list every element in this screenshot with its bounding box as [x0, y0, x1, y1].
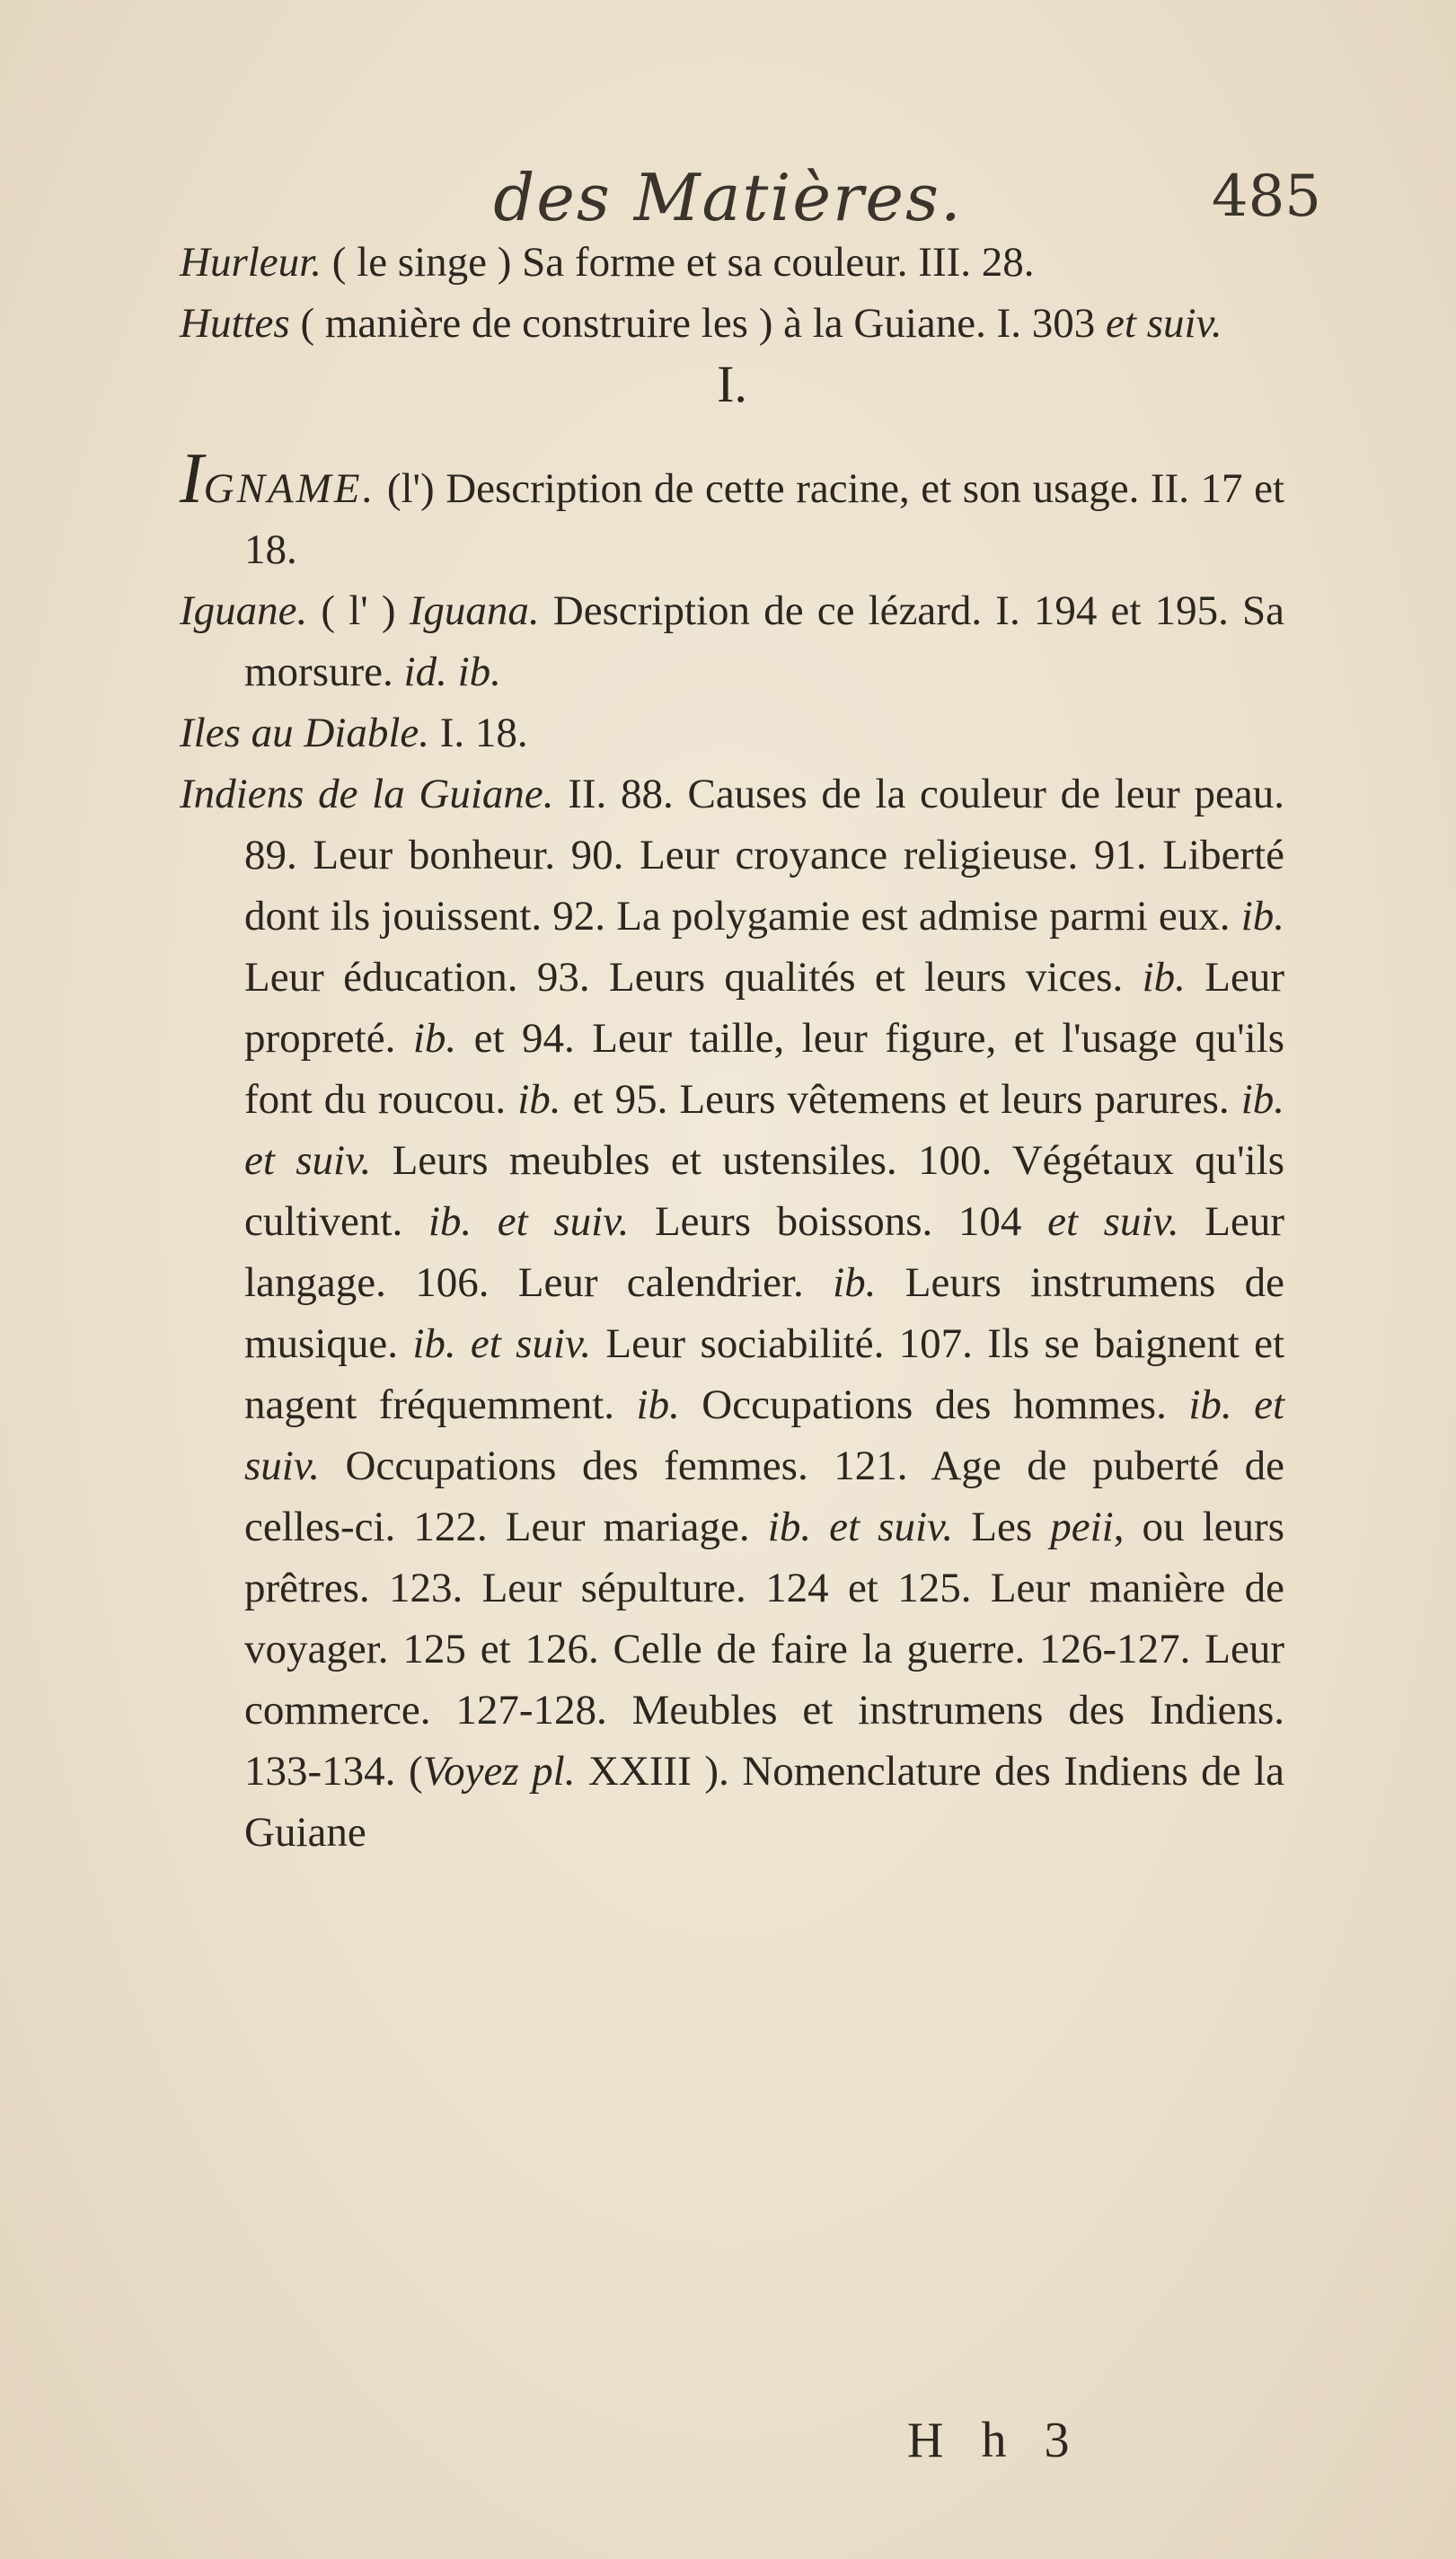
signature-mark: H h 3 [907, 2413, 1082, 2468]
entry-text: et 95. Leurs vêtemens et leurs parures. [560, 1076, 1241, 1123]
entry-text: I. 18. [429, 710, 528, 756]
entry-text: XXIII ). Nomenclature des Indiens de la Guiane [244, 1748, 1284, 1856]
entry-text: Leur propreté. [244, 954, 1284, 1062]
entry-text: Leur sociabilité. 107. Ils se baignent et nagent fréquemment. [244, 1320, 1284, 1428]
entry-headword: Iles au Diable. [180, 710, 430, 756]
index-body [180, 232, 1284, 1863]
entry-text: Occupations des femmes. 121. Age de puberté de celles-ci. 122. Leur mariage. [244, 1443, 1284, 1550]
entry-reference: ib. [412, 1015, 457, 1062]
entry-reference: ib. et suiv. [412, 1320, 592, 1367]
entry-text: II. 88. Causes de la couleur de leur peau. 89. Leur bonheur. 90. Leur croyance religieuse. 91. Liberté dont ils jouissent. 92. La polygamie est admise parmi eux. [244, 771, 1284, 940]
index-entry-hurleur [180, 232, 1284, 293]
index-entry-igname [180, 439, 1284, 580]
entry-text: ( le singe ) Sa forme et sa couleur. III. 28. [321, 239, 1035, 286]
latin-name: Iguana. [409, 587, 540, 634]
entry-reference: ib. [517, 1076, 561, 1123]
entry-text: et 94. Leur taille, leur figure, et l'usage qu'ils font du roucou. [244, 1015, 1284, 1123]
entry-headword: GNAME. [203, 465, 376, 512]
entry-text: Description de ce lézard. I. 194 et 195. Sa morsure. [244, 587, 1284, 695]
entry-reference: ib. [1142, 954, 1186, 1001]
entry-reference: id. ib. [403, 649, 501, 695]
entry-text: Occupations des hommes. [679, 1381, 1189, 1428]
entry-reference: et suiv. [1106, 300, 1222, 347]
entry-headword: Indiens de la Guiane. [180, 771, 554, 817]
page-number: 485 [1211, 163, 1321, 230]
entry-text: Leurs meubles et ustensiles. 100. Végétaux qu'ils cultivent. [244, 1137, 1285, 1245]
entry-reference: ib. et suiv. [767, 1504, 954, 1550]
entry-reference: ib. [1240, 893, 1284, 940]
entry-text: ( manière de construire les ) à la Guiane. I. 303 [289, 300, 1107, 347]
entry-reference: ib. [833, 1259, 877, 1306]
index-entry-indiens [180, 763, 1284, 1863]
page-header [0, 160, 1456, 241]
entry-reference: ib. et suiv. [428, 1198, 630, 1245]
entry-text: Leurs boissons. 104 [629, 1198, 1048, 1245]
entry-headword: Iguane. [180, 587, 308, 634]
entry-headword: Hurleur. [180, 239, 322, 286]
entry-text: Leur langage. 106. Leur calendrier. [244, 1198, 1284, 1306]
index-entry-iles [180, 702, 1284, 763]
entry-reference: ib. et suiv. [244, 1076, 1284, 1184]
entry-reference: ib. [636, 1381, 680, 1428]
entry-text: Les [953, 1504, 1051, 1550]
index-entry-huttes [180, 293, 1284, 354]
drop-initial: I [180, 439, 204, 518]
entry-headword: Huttes [180, 300, 290, 347]
entry-text: (l') Description de cette racine, et son usage. II. 17 et 18. [244, 465, 1284, 573]
entry-text: Leurs instrumens de musique. [244, 1259, 1285, 1367]
entry-reference: Voyez pl. [422, 1748, 576, 1795]
entry-reference: et suiv. [1047, 1198, 1179, 1245]
section-letter: I. [717, 355, 747, 413]
running-title: des Matières. [493, 160, 963, 235]
index-entry-iguane [180, 580, 1284, 702]
entry-reference: ib. et suiv. [244, 1381, 1285, 1489]
entry-text: , ou leurs prêtres. 123. Leur sépulture. 124 et 125. Leur manière de voyager. 125 et 126. Celle de faire la guerre. 126-127. Leur commerce. 127-128. Meubles et instrumens des Indiens. 133-134. ( [244, 1504, 1284, 1795]
entry-text: Leur éducation. 93. Leurs qualités et leurs vices. [244, 954, 1143, 1001]
entry-text: ( l' ) [307, 587, 410, 634]
native-term: peii [1050, 1504, 1114, 1550]
